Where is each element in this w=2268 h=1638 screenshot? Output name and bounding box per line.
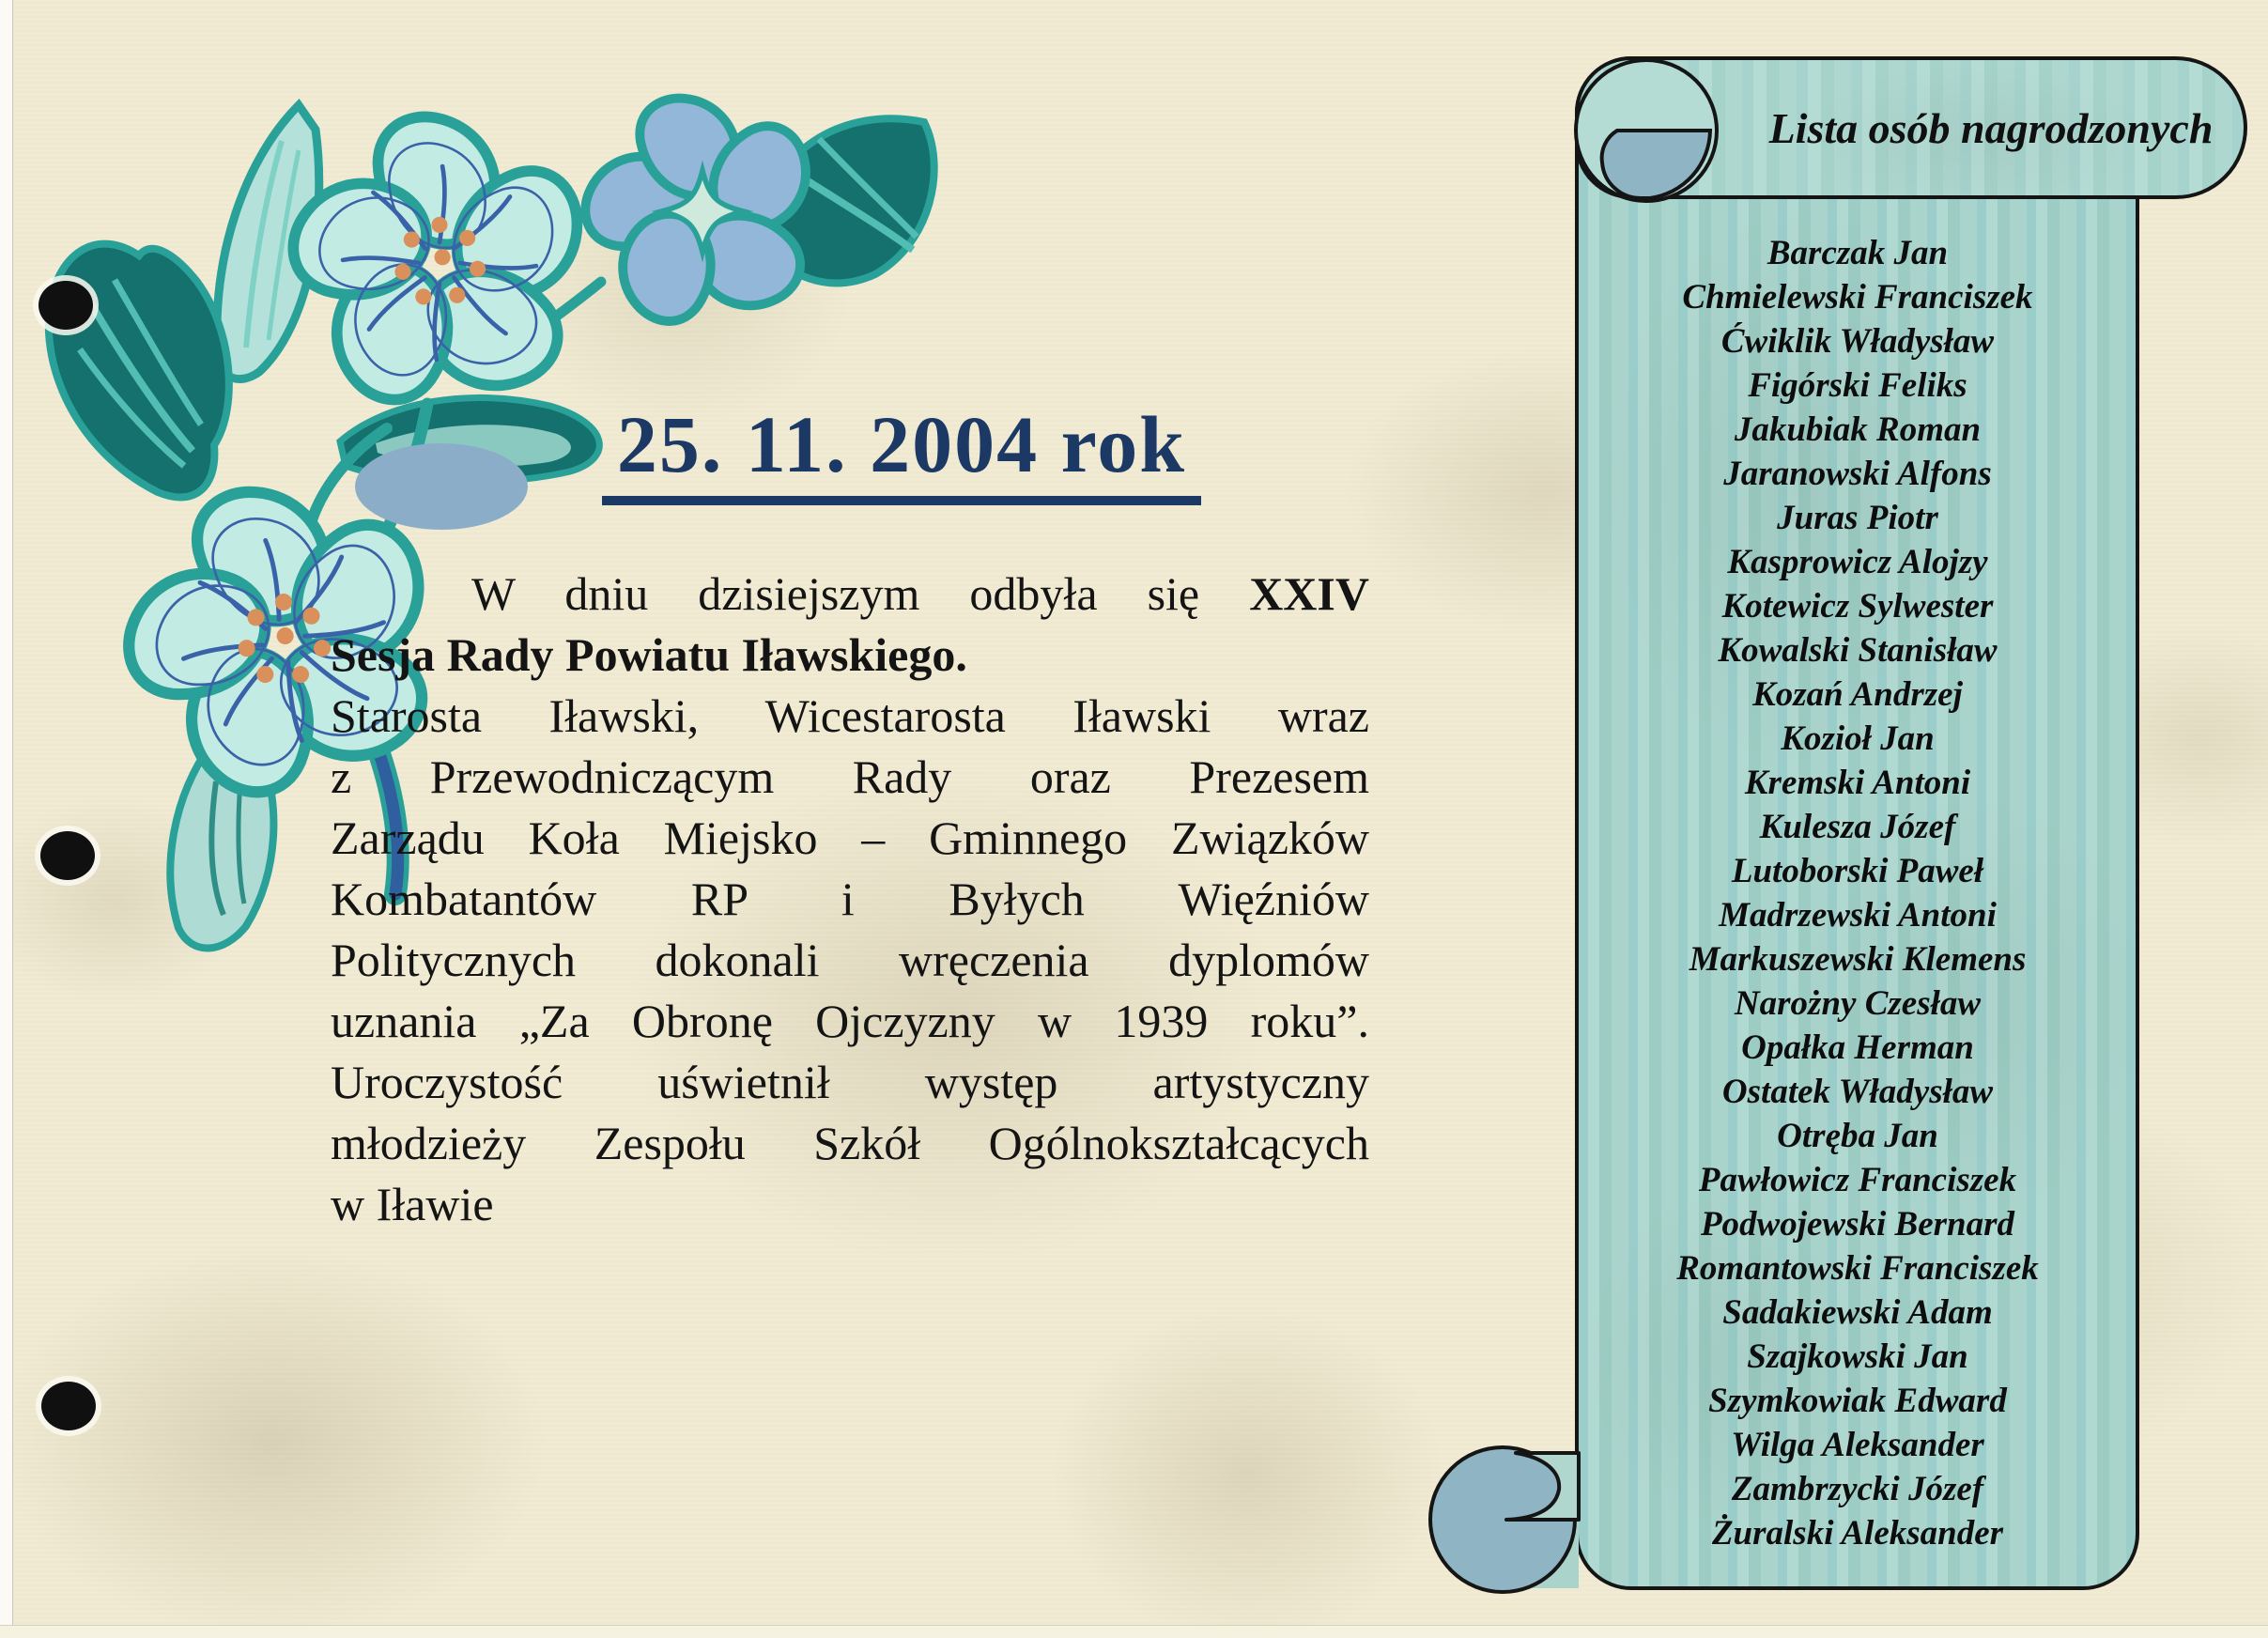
mint-flower-top (282, 116, 596, 417)
article-line: Uroczystość uświetnił występ artystyczny (331, 1056, 1369, 1108)
binder-hole (41, 1382, 96, 1430)
awarded-name: Żuralski Aleksander (1711, 1514, 2004, 1553)
awarded-name: Kotewicz Sylwester (1721, 587, 1994, 626)
article-line: Zarządu Koła Miejsko – Gminnego Związków (331, 811, 1369, 864)
awarded-name: Kowalski Stanisław (1718, 631, 1998, 670)
awarded-name: Narożny Czesław (1734, 984, 1982, 1023)
awarded-name: Romantowski Franciszek (1676, 1249, 2039, 1288)
article-line: z Przewodniczącym Rady oraz Prezesem (331, 750, 1369, 803)
page-title (479, 399, 1324, 505)
article-line: Politycznych dokonali wręczenia dyplomów (331, 934, 1369, 986)
scroll-header-title: Lista osób nagrodzonych (1768, 103, 2214, 152)
article-line: młodzieży Zespołu Szkół Ogólnokształcących (331, 1117, 1369, 1169)
article-line: Kombatantów RP i Byłych Więźniów (331, 873, 1369, 925)
awarded-name: Figórski Feliks (1748, 366, 1967, 405)
scan-edge-left (0, 0, 13, 1638)
awarded-name: Opałka Herman (1741, 1028, 1974, 1067)
awarded-name: Ćwiklik Władysław (1720, 322, 1995, 361)
awarded-name: Sadakiewski Adam (1722, 1293, 1993, 1332)
binder-hole (40, 831, 95, 880)
awarded-name: Podwojewski Bernard (1700, 1205, 2015, 1244)
awarded-name: Ostatek Władysław (1721, 1073, 1994, 1111)
awarded-name: Zambrzycki Józef (1731, 1470, 1984, 1508)
awarded-name: Barczak Jan (1767, 234, 1949, 272)
article-line: uznania „Za Obronę Ojczyzny w 1939 roku”. (331, 995, 1369, 1047)
awarded-name: Juras Piotr (1777, 499, 1938, 537)
awarded-name: Kremski Antoni (1744, 764, 1971, 802)
awarded-name: Jaranowski Alfons (1723, 455, 1992, 493)
scroll-top-curl-icon (1521, 38, 1784, 225)
awarded-names-list (1592, 231, 2123, 1555)
blue-flower (579, 89, 825, 335)
awarded-name: Otręba Jan (1777, 1117, 1938, 1155)
page-title-text: 25. 11. 2004 rok (602, 402, 1201, 505)
awarded-name: Jakubiak Roman (1734, 410, 1982, 449)
awarded-name: Kasprowicz Alojzy (1727, 543, 1988, 581)
scan-edge-bottom (0, 1625, 2268, 1638)
awarded-name: Szymkowiak Edward (1708, 1382, 2007, 1420)
scroll-bottom-curl-icon (1413, 1435, 1658, 1614)
awarded-name: Madrzewski Antoni (1719, 896, 1997, 935)
article-text (331, 564, 1369, 1235)
awarded-name: Pawłowicz Franciszek (1698, 1161, 2017, 1199)
article-line: W dniu dzisiejszym odbyła się XXIV (471, 567, 1369, 620)
awarded-name: Szajkowski Jan (1747, 1337, 1968, 1376)
awarded-name: Wilga Aleksander (1731, 1426, 1984, 1464)
awarded-name: Chmielewski Franciszek (1682, 278, 2033, 317)
article-line: Starosta Iławski, Wicestarosta Iławski wraz (331, 689, 1369, 742)
article-line: Sesja Rady Powiatu Iławskiego. (331, 628, 967, 681)
awarded-name: Kozań Andrzej (1752, 675, 1963, 714)
awarded-name: Lutoborski Paweł (1731, 852, 1984, 890)
awarded-name: Markuszewski Klemens (1689, 940, 2027, 979)
awarded-name: Kozioł Jan (1781, 719, 1935, 758)
awarded-name: Kulesza Józef (1759, 808, 1956, 846)
article-line: w Iławie (331, 1178, 494, 1230)
binder-hole (39, 281, 93, 330)
